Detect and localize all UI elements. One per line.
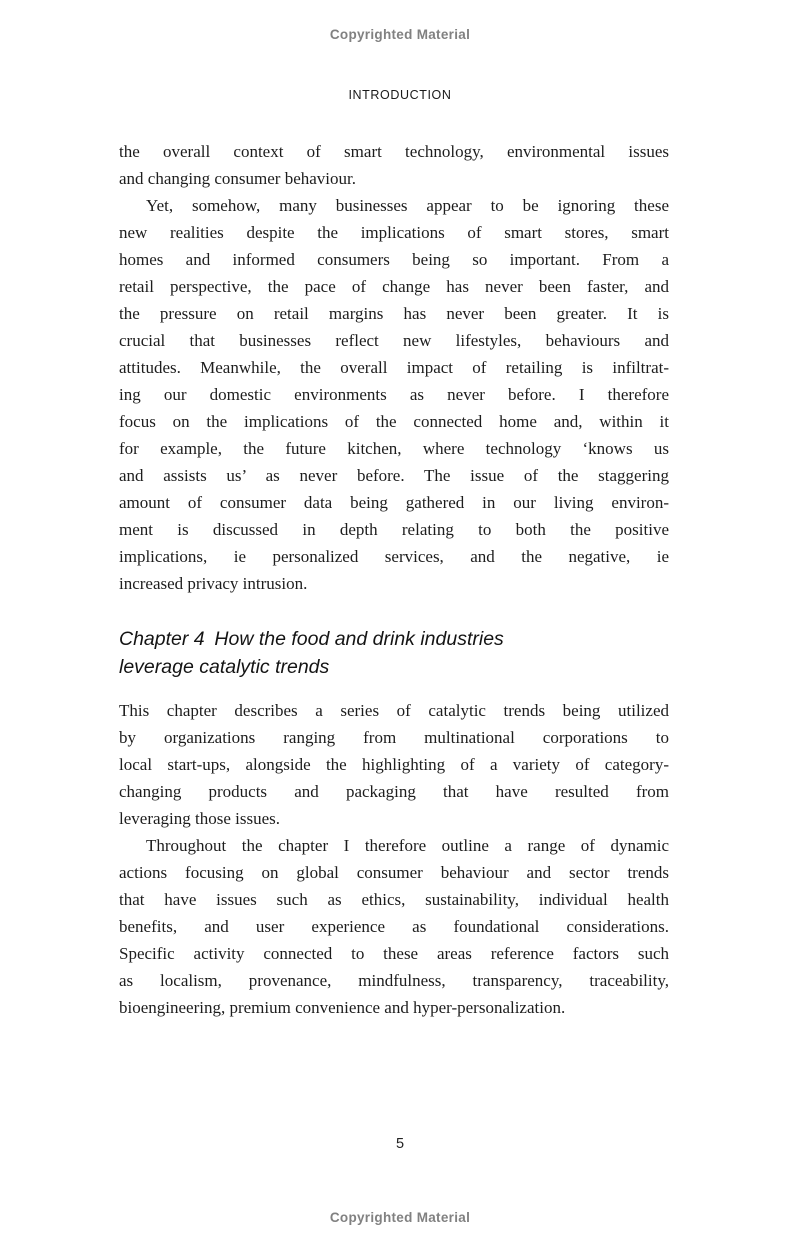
text-line: retail perspective, the pace of change has never been faster, and [119,277,669,296]
text-line: crucial that businesses reflect new lifestyles, behaviours and [119,331,669,350]
text-line: for example, the future kitchen, where technology ‘knows us [119,439,669,458]
text-line: Throughout the chapter I therefore outline a range of dynamic [146,836,669,855]
text-line: leveraging those issues. [119,809,280,828]
text-line: focus on the implications of the connected home and, within it [119,412,669,431]
text-line: the pressure on retail margins has never been greater. It is [119,304,669,323]
text-line: local start-ups, alongside the highlighting of a variety of category- [119,755,669,774]
copyright-notice-bottom: Copyrighted Material [329,1210,471,1225]
text-line: as localism, provenance, mindfulness, transparency, traceability, [119,971,669,990]
copyright-notice-top: Copyrighted Material [329,27,471,42]
text-line: by organizations ranging from multinational corporations to [119,728,669,747]
page-number: 5 [395,1136,405,1152]
text-line: benefits, and user experience as foundational considerations. [119,917,669,936]
text-line: Specific activity connected to these areas reference factors such [119,944,669,963]
text-line: the overall context of smart technology, environmental issues [119,142,669,161]
running-header: INTRODUCTION [348,88,452,102]
page-body [119,138,669,1021]
text-line: new realities despite the implications of smart stores, smart [119,223,669,242]
body-paragraph [119,138,669,192]
body-paragraph [119,192,669,597]
body-paragraph [119,697,669,832]
heading-line: leverage catalytic trends [119,655,330,678]
text-line: ing our domestic environments as never before. I therefore [119,385,669,404]
text-line: implications, ie personalized services, and the negative, ie [119,547,669,566]
chapter-heading [119,626,669,681]
text-line: This chapter describes a series of catalytic trends being utilized [119,701,669,720]
text-line: amount of consumer data being gathered in our living environ- [119,493,669,512]
text-line: bioengineering, premium convenience and hyper-personalization. [119,998,566,1017]
text-line: that have issues such as ethics, sustainability, individual health [119,890,669,909]
text-line: and assists us’ as never before. The issue of the staggering [119,466,669,485]
text-line: and changing consumer behaviour. [119,169,356,188]
heading-line: Chapter 4 How the food and drink industries [119,628,504,650]
body-paragraph [119,832,669,1021]
text-line: attitudes. Meanwhile, the overall impact of retailing is infiltrat- [119,358,669,377]
text-line: homes and informed consumers being so important. From a [119,250,669,269]
text-line: actions focusing on global consumer behaviour and sector trends [119,863,669,882]
text-line: increased privacy intrusion. [119,574,308,593]
text-line: changing products and packaging that have resulted from [119,782,669,801]
text-line: Yet, somehow, many businesses appear to be ignoring these [146,196,669,215]
text-line: ment is discussed in depth relating to both the positive [119,520,669,539]
